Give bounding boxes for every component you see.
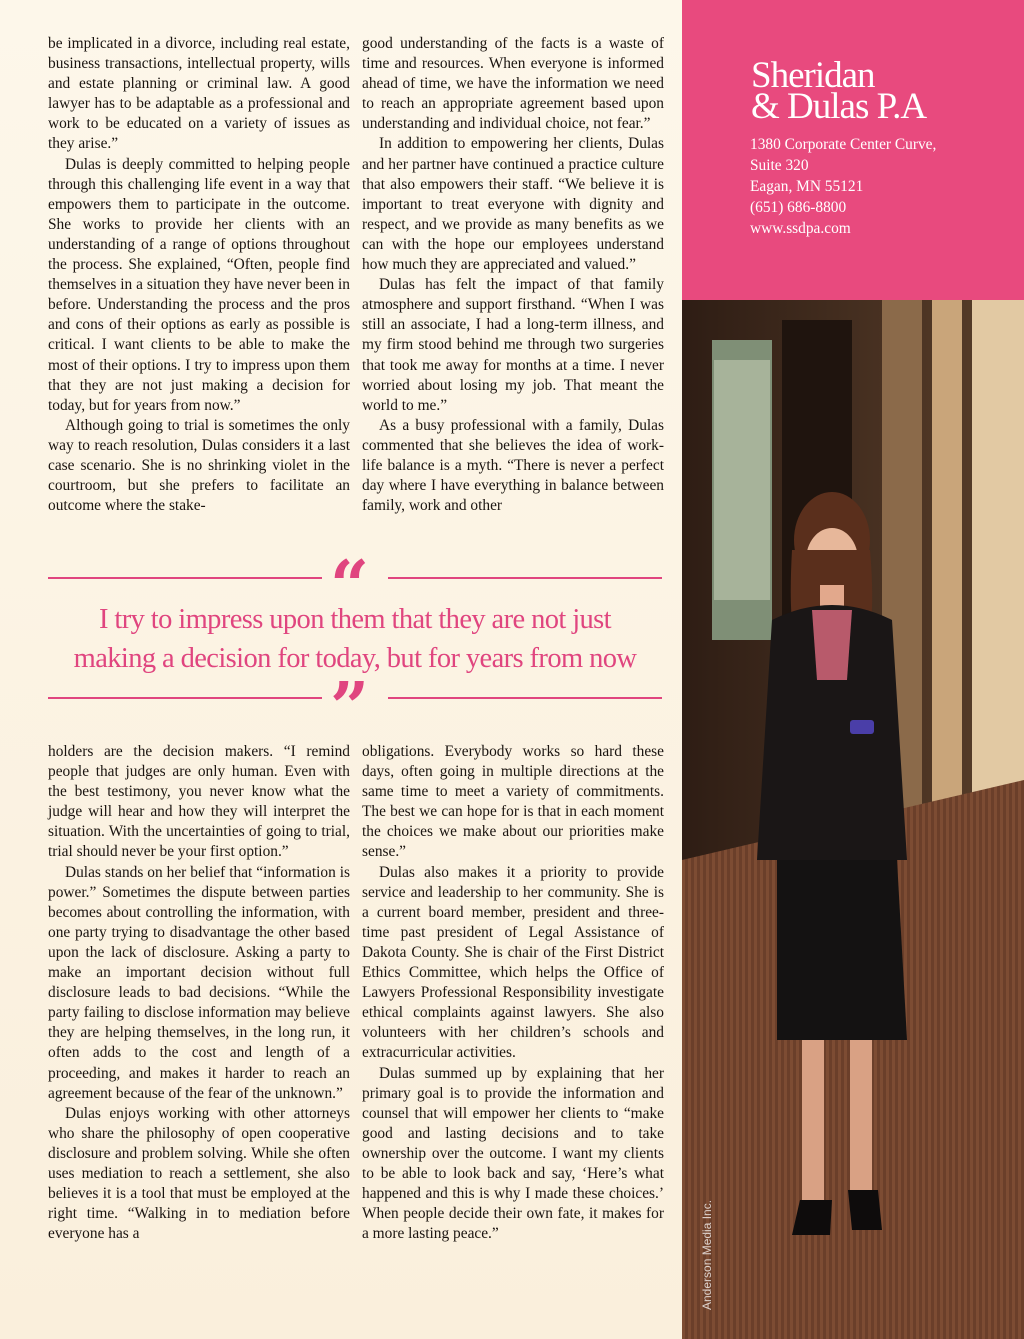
paragraph: obligations. Everybody works so hard these days, often going in multiple directions at the same time to meet a variety of commitments. The best we can hope for is that in each moment the choices we make about our priorities make sense.”	[362, 743, 664, 861]
photo-illustration	[682, 300, 1024, 1339]
pull-quote-text	[48, 600, 662, 678]
paragraph: holders are the decision makers. “I remind people that judges are only human. Even with the best testimony, you never know what the judge will hear and how they will interpret the situation. With the uncertainties of going to trial, trial should never be your first option.”	[48, 743, 350, 861]
paragraph: Dulas summed up by explaining that her primary goal is to provide the information and counsel that will empower her clients to “make good and lasting decisions and to take ownership over the outcome. I want my clients to be able to look back and say, ‘Here’s what happened and this is why I made these choices.’ When people decide their own fate, it makes for a more lasting peace.”	[362, 1064, 664, 1243]
phone-number: (651) 686-8800	[750, 199, 847, 216]
firm-info-sidebar	[682, 0, 1024, 300]
paragraph: good understanding of the facts is a waste of time and resources. When everyone is informed ahead of time, we have the information we need to reach an appropriate agreement based upon understanding and individual choice, not fear.”	[362, 35, 664, 133]
firm-name-line-2: & Dulas P.A	[751, 86, 927, 127]
paragraph: Dulas stands on her belief that “information is power.” Sometimes the dispute between parties becomes about controlling the information, with one party trying to disadvantage the other based upon the lack of disclosure. Asking a party to make an important decision without full disclosure leads to bad decisions. “While the party failing to disclose information may believe they are helping themselves, in the long run, it often adds to the cost and length of a proceeding, and makes it harder to reach an agreement because of the fear of the unknown.”	[48, 863, 350, 1102]
paragraph: Dulas is deeply committed to helping people through this challenging life event in a way that empowers them to participate in the outcome. She works to provide her clients with an understanding of a range of options throughout the process. She explained, “Often, people find themselves in a situation they have never been in before. Understanding the process and the pros and cons of their options as early as possible is critical. I want clients to be able to make the most of their options. I try to impress upon them that they are not just making a decision for today, but for years from now.”	[48, 155, 350, 414]
pull-quote	[48, 546, 662, 748]
address-line-2: Suite 320	[750, 157, 809, 174]
article-column-1	[48, 34, 350, 516]
paragraph: Dulas also makes it a priority to provide service and leadership to her community. She is a current board member, president and three-time past president of Legal Assistance of Dakota County. She is chair of the First District Ethics Committee, which helps the Office of Lawyers Professional Responsibility investigate ethical complaints against lawyers. She also volunteers with her children’s schools and extracurricular activities.	[362, 863, 664, 1062]
website-link[interactable]: www.ssdpa.com	[750, 220, 851, 237]
paragraph: Although going to trial is sometimes the only way to reach resolution, Dulas considers it a last case scenario. She is no shrinking violet in the courtroom, but she prefers to facilitate an outcome where the stake-	[48, 416, 350, 515]
photo-credit: Anderson Media Inc.	[700, 1199, 714, 1310]
address-line-3: Eagan, MN 55121	[750, 178, 864, 195]
article-column-3	[48, 742, 350, 1244]
pull-quote-line-1: I try to impress upon them that they are not just	[98, 604, 611, 635]
quote-rule-bottom-right	[388, 697, 662, 699]
paragraph: Dulas has felt the impact of that family atmosphere and support firsthand. “When I was still an associate, I had a long-term illness, and my firm stood behind me through two surgeries that took me away for months at a time. I never worried about losing my job. That meant the world to me.”	[362, 276, 664, 414]
close-quote-mark: ”	[330, 668, 370, 748]
quote-rule-top-left	[48, 577, 322, 579]
firm-address	[750, 134, 936, 239]
firm-name-line-1: Sheridan	[751, 55, 875, 96]
open-quote-mark: “	[330, 546, 370, 626]
article-column-2	[362, 34, 664, 516]
paragraph: Dulas enjoys working with other attorneys who share the philosophy of open cooperative disclosure and problem solving. While she often uses mediation to reach a settlement, she also believes it is a tool that must be employed at the right time. “Walking in to mediation before everyone has a	[48, 1104, 350, 1243]
quote-rule-top-right	[388, 577, 662, 579]
quote-rule-bottom-left	[48, 697, 322, 699]
address-line-1: 1380 Corporate Center Curve,	[750, 136, 937, 153]
paragraph: In addition to empowering her clients, Dulas and her partner have continued a practice culture that also empowers their staff. “We believe it is important to treat everyone with dignity and respect, and we provide as many benefits as we can with the hope our employees understand how much they are appreciated and valued.”	[362, 135, 664, 274]
paragraph: be implicated in a divorce, including real estate, business transactions, intellectual property, wills and estate planning or criminal law. A good lawyer has to be adaptable as a professional and work to be educated on a variety of issues as they arise.”	[48, 35, 350, 153]
paragraph: As a busy professional with a family, Dulas commented that she believes the idea of work-life balance is a myth. “There is never a perfect day where I have everything in balance between family, work and other	[362, 416, 664, 515]
article-column-4	[362, 742, 664, 1244]
firm-name	[751, 55, 1011, 127]
pull-quote-line-2: making a decision for today, but for years from now	[73, 643, 637, 674]
portrait-photo	[682, 300, 1024, 1339]
